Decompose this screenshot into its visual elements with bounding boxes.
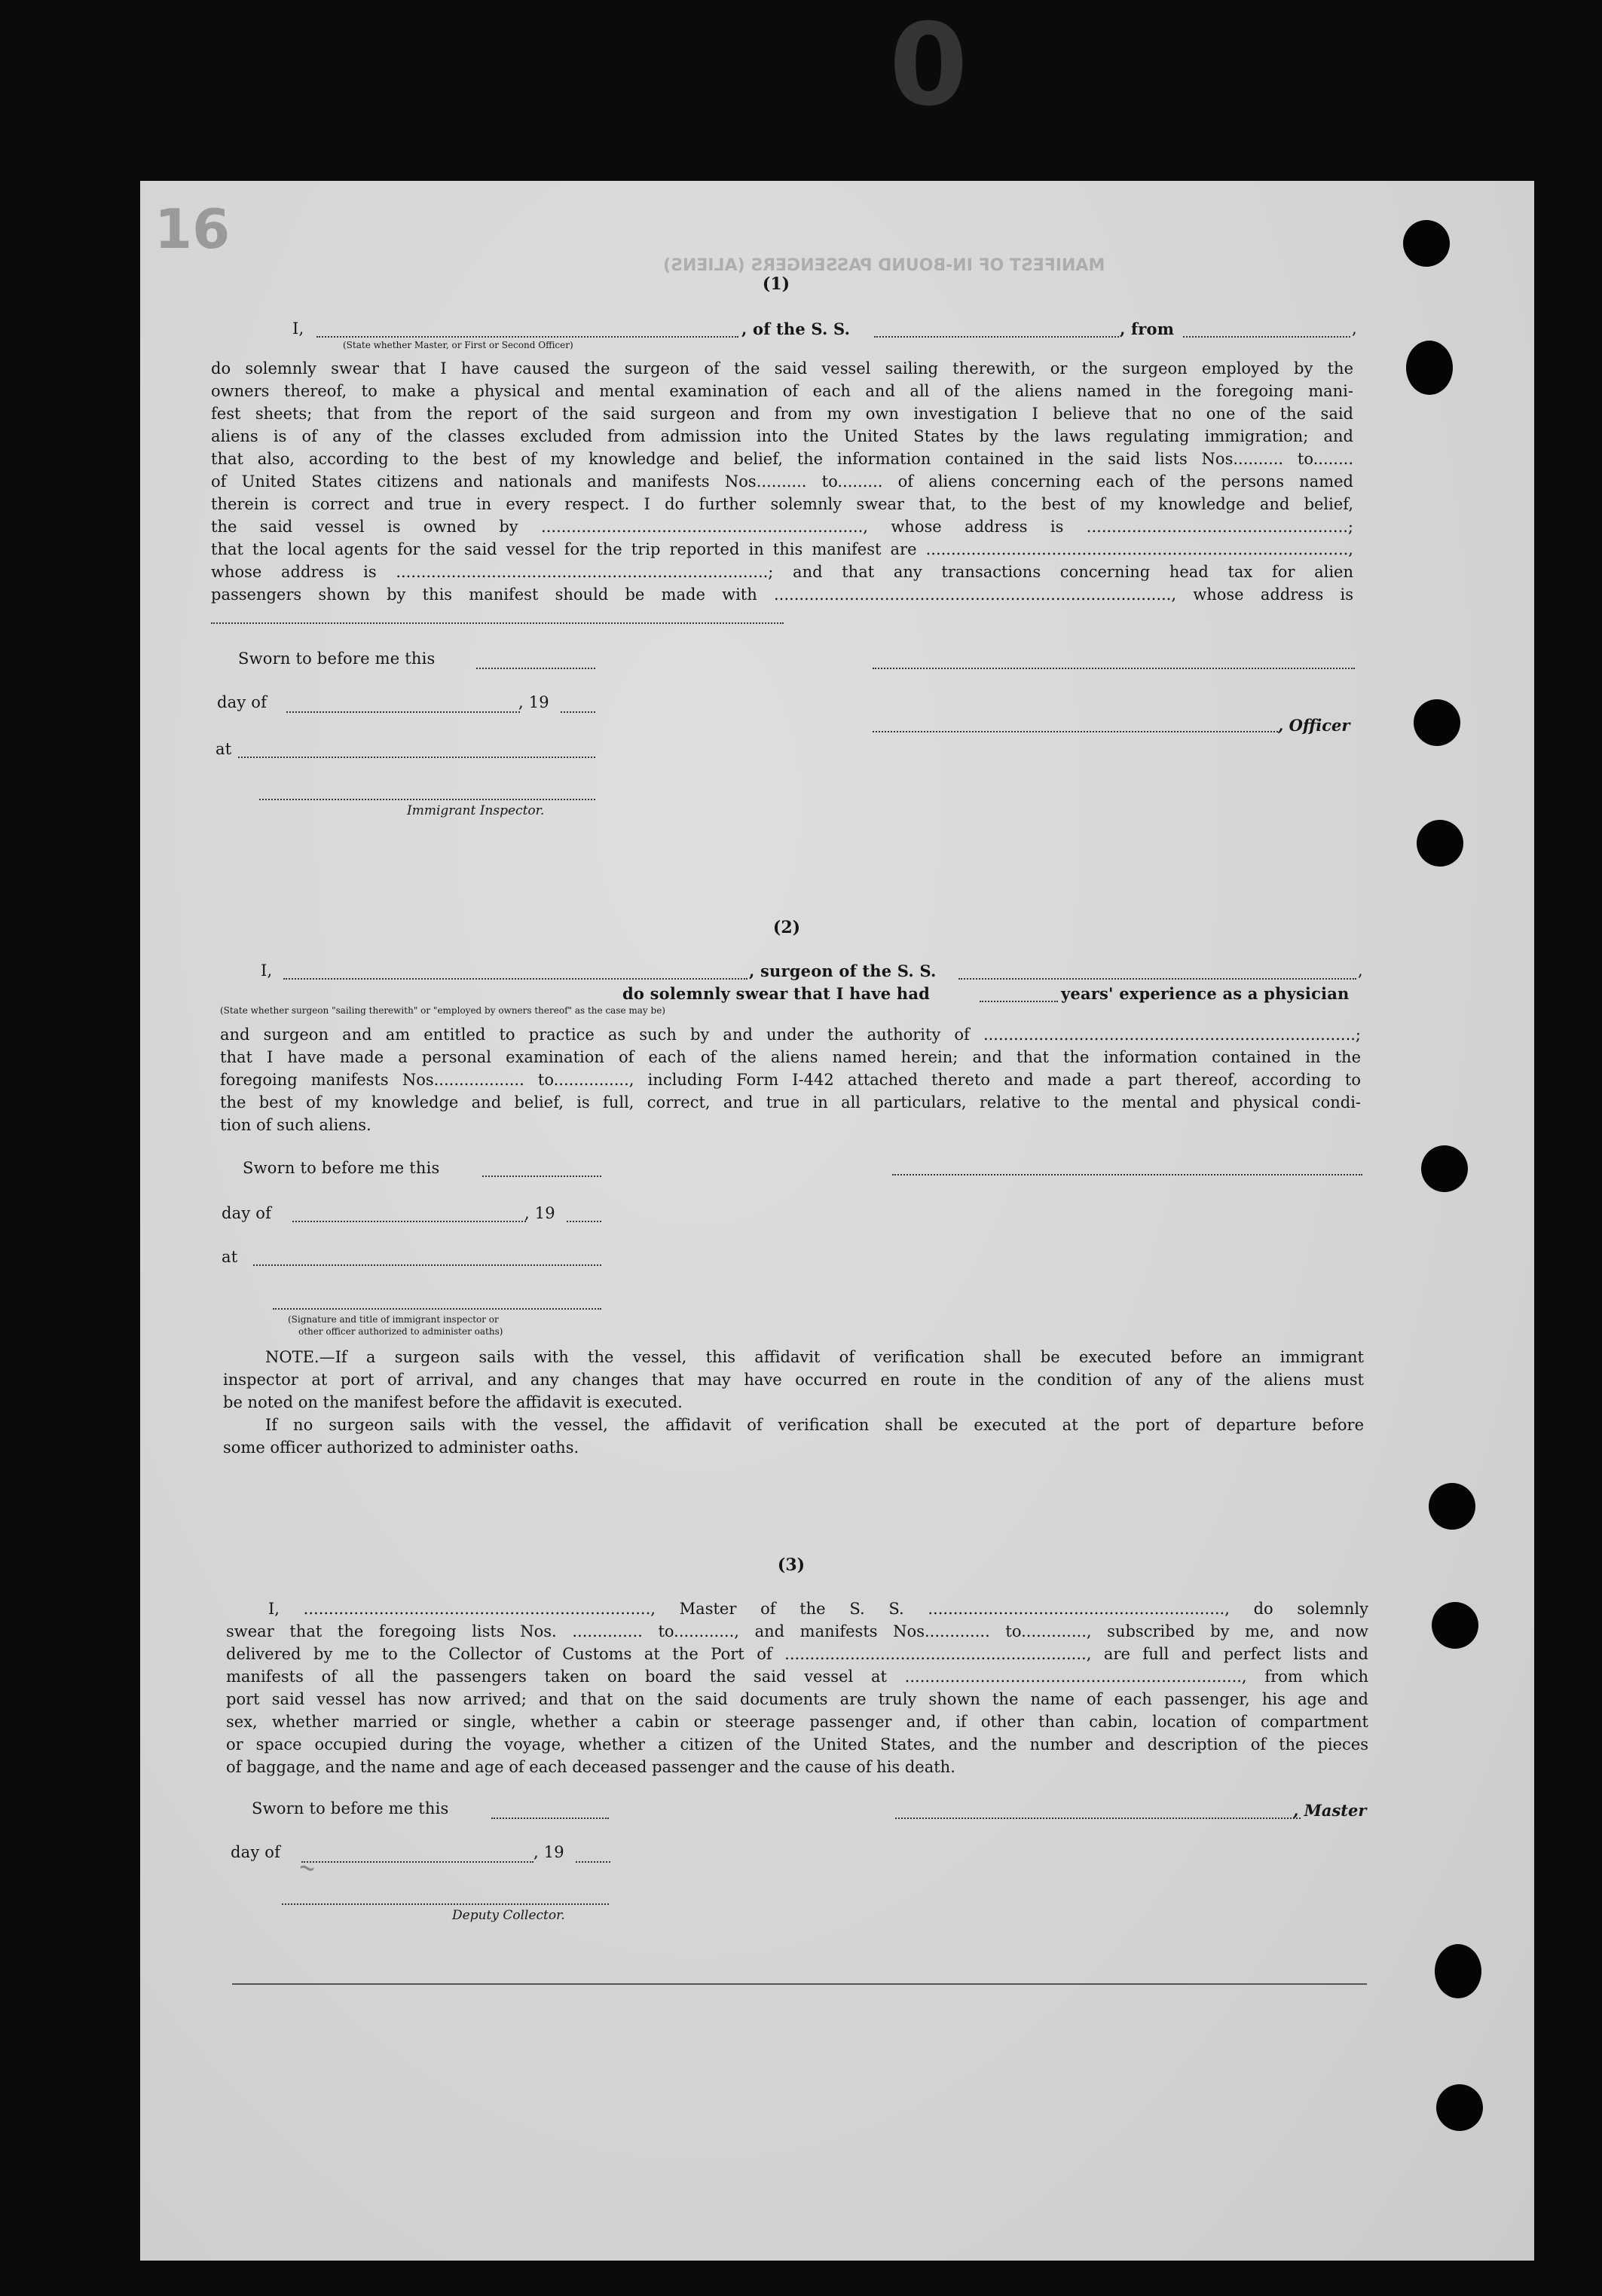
surgeon-vessel-line xyxy=(958,978,1356,980)
punch-hole xyxy=(1414,699,1460,746)
section-1-i: I, xyxy=(292,319,304,338)
from-port-line xyxy=(1183,336,1350,338)
body-line: swear that the foregoing lists Nos. .............. to............, and manifests Nos............. to............., subscribed by me, and now xyxy=(226,1622,1368,1640)
body-line: sex, whether married or single, whether a cabin or steerage passenger and, if other than cabin, location of compartment xyxy=(226,1713,1368,1731)
master-signature-line xyxy=(895,1818,1301,1819)
sworn-label: Sworn to before me this xyxy=(252,1799,449,1818)
inspector-label: Immigrant Inspector. xyxy=(407,803,545,818)
note-paragraph xyxy=(223,1346,1364,1459)
at-line xyxy=(253,1264,601,1266)
master-label: , Master xyxy=(1293,1801,1367,1820)
at-label: at xyxy=(222,1248,238,1266)
punch-hole xyxy=(1432,1602,1478,1649)
body-line: that I have made a personal examination of each of the aliens named herein; and that the information contained in the xyxy=(220,1048,1361,1066)
day-of-label: day of xyxy=(217,693,268,711)
at-label: at xyxy=(216,740,232,758)
section-2-surgeon: , surgeon of the S. S. xyxy=(749,962,937,980)
body-line: and surgeon and am entitled to practice as such by and under the authority of ..........................................................................; xyxy=(220,1026,1361,1044)
body-line: that also, according to the best of my knowledge and belief, the information contained in the said lists Nos.......... to........ xyxy=(211,450,1353,468)
body-line: aliens is of any of the classes excluded from admission into the United States by the laws regulating immigration; and xyxy=(211,427,1353,445)
section-1-body xyxy=(211,357,1353,606)
body-line: that the local agents for the said vessel for the trip reported in this manifest are ...................................................................................., xyxy=(211,540,1353,558)
year-label: , 19 xyxy=(533,1843,564,1861)
body-line: manifests of all the passengers taken on board the said vessel at ..................................................................., from which xyxy=(226,1668,1368,1686)
body-line: do solemnly swear that I have caused the surgeon of the said vessel sailing therewith, or the surgeon employed by the xyxy=(211,359,1353,378)
section-1-comma: , xyxy=(1352,319,1357,338)
note-text: —If a surgeon sails with the vessel, this affidavit of verification shall be executed before an immigrant xyxy=(319,1348,1364,1366)
note-line: some officer authorized to administer oaths. xyxy=(223,1438,579,1457)
day-line xyxy=(301,1861,533,1863)
punch-hole xyxy=(1436,2084,1483,2131)
body-line: fest sheets; that from the report of the said surgeon and from my own investigation I believe that no one of the said xyxy=(211,405,1353,423)
punch-hole xyxy=(1417,820,1463,867)
surgeon-signature-line xyxy=(892,1174,1362,1176)
body-line: port said vessel has now arrived; and that on the said documents are truly shown the name of each passenger, his age and xyxy=(226,1690,1368,1708)
body-line: therein is correct and true in every respect. I do further solemnly swear that, to the best of my knowledge and belief, xyxy=(211,495,1353,513)
body-line: or space occupied during the voyage, whether a citizen of the United States, and the number and description of the pieces xyxy=(226,1735,1368,1753)
note-line xyxy=(223,1346,1364,1368)
officer-signature-line xyxy=(873,731,1278,732)
day-line xyxy=(286,711,520,713)
collector-signature-line xyxy=(282,1903,609,1905)
bottom-rule xyxy=(232,1983,1367,1985)
officer-signature-line-top xyxy=(873,668,1355,669)
sworn-label: Sworn to before me this xyxy=(243,1159,440,1177)
body-line: delivered by me to the Collector of Customs at the Port of ............................................................, are full and perfect lists and xyxy=(226,1645,1368,1663)
section-3-body xyxy=(226,1597,1368,1778)
punch-hole xyxy=(1406,341,1453,395)
punch-hole xyxy=(1421,1145,1468,1192)
note-line: inspector at port of arrival, and any changes that may have occurred en route in the condition of any of the aliens must xyxy=(223,1371,1364,1389)
day-of-label: day of xyxy=(231,1843,281,1861)
vessel-name-line xyxy=(874,336,1119,338)
section-3-number: (3) xyxy=(777,1555,806,1575)
sworn-date-line xyxy=(491,1818,609,1819)
punch-hole xyxy=(1429,1483,1475,1530)
body-line: passengers shown by this manifest should be made with ..............................................................................., whose address is xyxy=(211,585,1353,604)
collector-label: Deputy Collector. xyxy=(452,1908,565,1923)
year-label: , 19 xyxy=(518,693,549,711)
officer-label: , Officer xyxy=(1278,716,1350,735)
sworn-date-line xyxy=(476,668,595,669)
day-line xyxy=(292,1221,526,1222)
officer-caption: (State whether Master, or First or Second Officer) xyxy=(343,340,573,350)
body-line: foregoing manifests Nos.................. to..............., including Form I-442 attached thereto and made a part thereof, according to xyxy=(220,1071,1361,1089)
inspector-signature-line xyxy=(273,1308,601,1310)
bleed-through-mark: MANIFEST OF IN-BOUND PASSENGERS (ALIENS) xyxy=(663,256,1105,275)
section-1-of-ss: , of the S. S. xyxy=(741,319,851,338)
section-1-number: (1) xyxy=(762,274,790,294)
surgeon-name-line xyxy=(283,978,747,980)
body-line: tion of such aliens. xyxy=(220,1116,371,1134)
section-2-years: years' experience as a physician xyxy=(1061,984,1350,1003)
signature-caption-2: other officer authorized to administer oaths) xyxy=(298,1326,503,1337)
body-line: whose address is ..........................................................................; and that any transactions concerning head tax for alien xyxy=(211,563,1353,581)
note-line: be noted on the manifest before the affidavit is executed. xyxy=(223,1393,683,1411)
officer-name-line xyxy=(316,336,738,338)
continuation-line xyxy=(211,622,784,624)
section-2-comma: , xyxy=(1358,962,1363,980)
year-line xyxy=(567,1221,601,1222)
body-line: of baggage, and the name and age of each deceased passenger and the cause of his death. xyxy=(226,1758,955,1776)
year-line xyxy=(576,1861,610,1863)
punch-hole xyxy=(1403,220,1450,267)
inspector-signature-line xyxy=(259,799,595,800)
note-label: NOTE. xyxy=(265,1348,319,1366)
page-number: 16 xyxy=(154,197,231,261)
sworn-label: Sworn to before me this xyxy=(238,650,436,668)
body-line: of United States citizens and nationals and manifests Nos.......... to......... of aliens concerning each of the persons named xyxy=(211,472,1353,491)
body-line: the best of my knowledge and belief, is full, correct, and true in all particulars, relative to the mental and physical condi- xyxy=(220,1093,1361,1111)
section-2-number: (2) xyxy=(772,918,801,937)
section-1-from: , from xyxy=(1120,319,1175,338)
day-of-label: day of xyxy=(222,1204,272,1222)
years-experience-line xyxy=(980,1001,1058,1002)
section-2-body xyxy=(220,1023,1361,1136)
punch-hole xyxy=(1435,1944,1481,1998)
note-line: If no surgeon sails with the vessel, the affidavit of verification shall be executed at the port of departure before xyxy=(265,1416,1364,1434)
surgeon-caption: (State whether surgeon "sailing therewith" or "employed by owners thereof" as the case may be) xyxy=(220,1005,665,1016)
year-label: , 19 xyxy=(524,1204,555,1222)
body-line: owners thereof, to make a physical and mental examination of each and all of the aliens named in the foregoing mani- xyxy=(211,382,1353,400)
body-line: the said vessel is owned by ................................................................, whose address is ....................................................; xyxy=(211,518,1353,536)
bleed-through-mark: 0 xyxy=(889,0,968,131)
year-line xyxy=(561,711,595,713)
sworn-date-line xyxy=(482,1176,601,1177)
section-2-swear: do solemnly swear that I have had xyxy=(622,984,931,1003)
stamp-mark: ~ xyxy=(295,1853,319,1882)
section-2-i: I, xyxy=(261,962,273,980)
at-line xyxy=(238,757,595,758)
signature-caption-1: (Signature and title of immigrant inspector or xyxy=(288,1314,499,1325)
body-line: I, ....................................................................., Master of the S. S. ..........................................................., do solemnly xyxy=(268,1600,1368,1618)
